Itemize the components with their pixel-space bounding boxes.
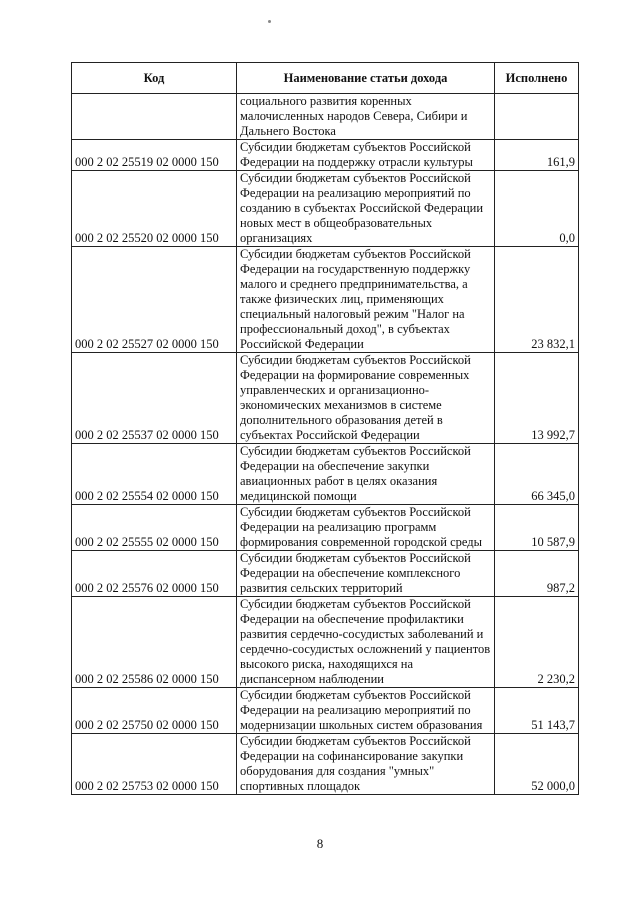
- row-amount: 51 143,7: [495, 688, 579, 734]
- row-amount: 987,2: [495, 551, 579, 597]
- revenue-table: [71, 62, 579, 795]
- row-code: 000 2 02 25555 02 0000 150: [72, 505, 237, 551]
- table-row: [72, 444, 579, 505]
- table-row: [72, 353, 579, 444]
- table-row: [72, 247, 579, 353]
- row-amount: 2 230,2: [495, 597, 579, 688]
- row-name: Субсидии бюджетам субъектов Российской Федерации на реализацию мероприятий по созданию в субъектах Российской Федерации новых мест в общеобразовательных организациях: [237, 171, 495, 247]
- row-code: 000 2 02 25753 02 0000 150: [72, 734, 237, 795]
- row-amount: 66 345,0: [495, 444, 579, 505]
- table-row: [72, 140, 579, 171]
- table-row: [72, 505, 579, 551]
- table-header-row: [72, 63, 579, 94]
- table-row: [72, 597, 579, 688]
- row-name: Субсидии бюджетам субъектов Российской Федерации на реализацию мероприятий по модернизации школьных систем образования: [237, 688, 495, 734]
- row-name: социального развития коренных малочисленных народов Севера, Сибири и Дальнего Востока: [237, 94, 495, 140]
- column-header-amount: Исполнено: [495, 63, 579, 94]
- row-name: Субсидии бюджетам субъектов Российской Федерации на поддержку отрасли культуры: [237, 140, 495, 171]
- row-amount: 23 832,1: [495, 247, 579, 353]
- row-code: 000 2 02 25750 02 0000 150: [72, 688, 237, 734]
- row-amount: 10 587,9: [495, 505, 579, 551]
- row-code: 000 2 02 25519 02 0000 150: [72, 140, 237, 171]
- table-row: [72, 551, 579, 597]
- row-code: 000 2 02 25537 02 0000 150: [72, 353, 237, 444]
- row-name: Субсидии бюджетам субъектов Российской Федерации на обеспечение комплексного развития сельских территорий: [237, 551, 495, 597]
- column-header-code: Код: [72, 63, 237, 94]
- row-code: 000 2 02 25576 02 0000 150: [72, 551, 237, 597]
- row-name: Субсидии бюджетам субъектов Российской Федерации на обеспечение профилактики развития сердечно-сосудистых заболеваний и сердечно-сосудистых осложнений у пациентов высокого риска, находящихся на диспансерном наблюдении: [237, 597, 495, 688]
- table-row: [72, 94, 579, 140]
- row-name: Субсидии бюджетам субъектов Российской Федерации на обеспечение закупки авиационных работ в целях оказания медицинской помощи: [237, 444, 495, 505]
- row-amount: 52 000,0: [495, 734, 579, 795]
- table-row: [72, 688, 579, 734]
- table-row: [72, 734, 579, 795]
- column-header-name: Наименование статьи дохода: [237, 63, 495, 94]
- row-amount: 161,9: [495, 140, 579, 171]
- row-name: Субсидии бюджетам субъектов Российской Федерации на государственную поддержку малого и среднего предпринимательства, а также физических лиц, применяющих специальный налоговый режим "Налог на профессиональный доход", в субъектах Российской Федерации: [237, 247, 495, 353]
- row-amount: 0,0: [495, 171, 579, 247]
- row-amount: [495, 94, 579, 140]
- row-code: [72, 94, 237, 140]
- row-name: Субсидии бюджетам субъектов Российской Федерации на софинансирование закупки оборудования для создания "умных" спортивных площадок: [237, 734, 495, 795]
- row-name: Субсидии бюджетам субъектов Российской Федерации на реализацию программ формирования современной городской среды: [237, 505, 495, 551]
- row-amount: 13 992,7: [495, 353, 579, 444]
- row-code: 000 2 02 25586 02 0000 150: [72, 597, 237, 688]
- row-code: 000 2 02 25554 02 0000 150: [72, 444, 237, 505]
- page-number: 8: [316, 836, 324, 851]
- row-name: Субсидии бюджетам субъектов Российской Федерации на формирование современных управленческих и организационно-экономических механизмов в системе дополнительного образования детей в субъектах Российской Федерации: [237, 353, 495, 444]
- row-code: 000 2 02 25520 02 0000 150: [72, 171, 237, 247]
- row-code: 000 2 02 25527 02 0000 150: [72, 247, 237, 353]
- scan-dot-mark: [268, 20, 271, 23]
- table-row: [72, 171, 579, 247]
